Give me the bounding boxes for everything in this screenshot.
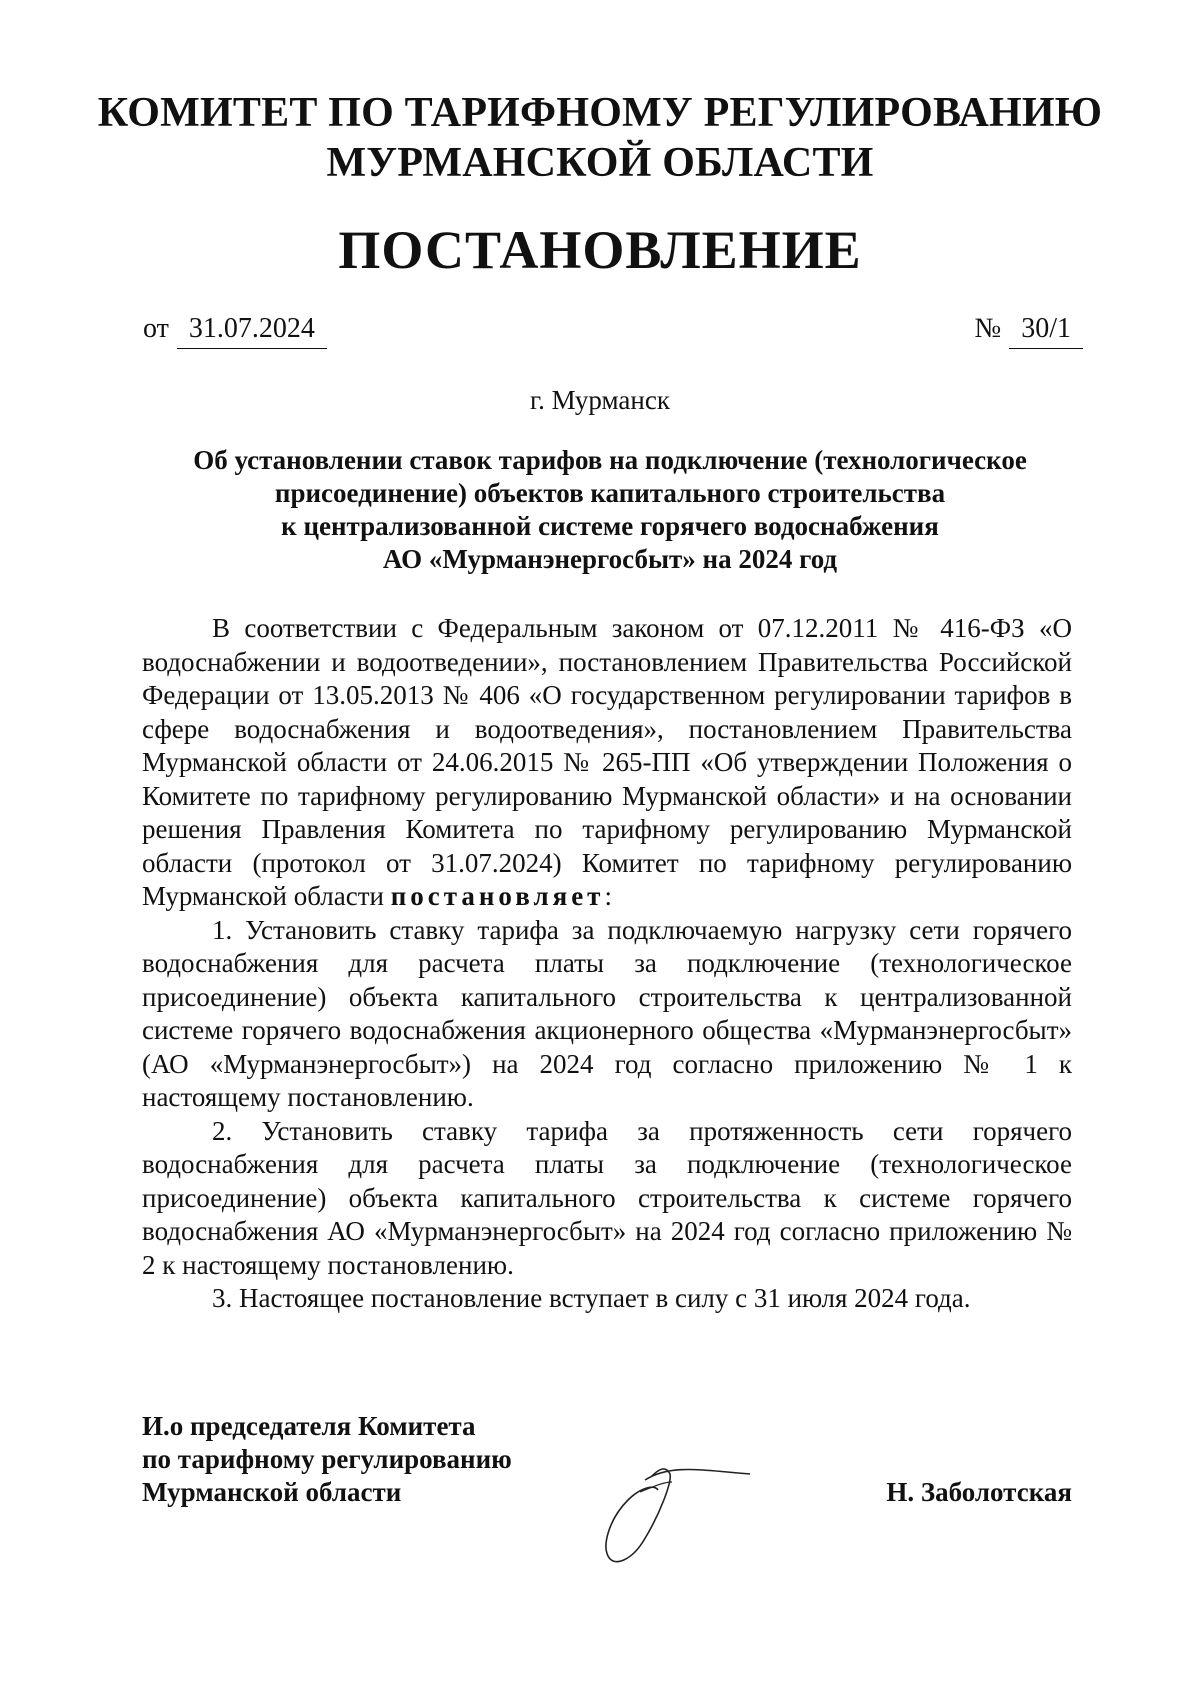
resolution-item-1: 1. Установить ставку тарифа за подключаемую нагрузку сети горячего водоснабжения для расчета платы за подключение (технологическое присоединение) объекта капитального строительства к централизованной системе горячего водоснабжения акционерного общества «Мурманэнергосбыт» (АО «Мурманэнергосбыт») на 2024 год согласно приложению № 1 к настоящему постановлению. (142, 914, 1072, 1112)
position-line: И.о председателя Комитета (142, 1411, 476, 1441)
resolves-word: постановляет (390, 881, 605, 911)
signatory-name: Н. Заболотская (886, 1477, 1072, 1507)
position-line: Мурманской области (142, 1477, 402, 1507)
issuer-line-1: КОМИТЕТ ПО ТАРИФНОМУ РЕГУЛИРОВАНИЮ (97, 90, 1103, 136)
document-body (142, 612, 1072, 1316)
preamble-text: В соответствии с Федеральным законом от 07.12.2011 № 416-ФЗ «О водоснабжении и водоотведении», постановлением Правительства Российской Федерации от 13.05.2013 № 406 «О государственном регулировании тарифов в сфере водоснабжения и водоотведения», постановлением Правительства Мурманской области от 24.06.2015 № 265-ПП «Об утверждении Положения о Комитете по тарифному регулированию Мурманской области» и на основании решения Правления Комитета по тарифному регулированию Мурманской области (протокол от 31.07.2024) Комитет по тарифному регулированию Мурманской области (142, 613, 1072, 911)
resolution-item-2: 2. Установить ставку тарифа за протяженность сети горячего водоснабжения для расчета платы за подключение (технологическое присоединение) объекта капитального строительства к системе горячего водоснабжения АО «Мурманэнергосбыт» на 2024 год согласно приложению № 2 к настоящему постановлению. (142, 1115, 1072, 1280)
preamble-paragraph (142, 612, 1072, 914)
title-line: присоединение) объектов капитального строительства (274, 478, 946, 508)
document-title (150, 444, 1070, 576)
number-value: 30/1 (1009, 312, 1083, 349)
date-value: 31.07.2024 (177, 312, 327, 349)
document-number (975, 312, 1084, 349)
number-prefix: № (974, 313, 1002, 344)
signatory-position (142, 1410, 512, 1509)
resolves-colon: : (604, 881, 612, 911)
city: г. Мурманск (530, 385, 670, 415)
document-type: ПОСТАНОВЛЕНИЕ (338, 220, 862, 280)
handwritten-signature (600, 1452, 770, 1572)
position-line: по тарифному регулированию (142, 1444, 512, 1474)
date-prefix: от (143, 313, 169, 344)
title-line: к централизованной системе горячего водоснабжения (281, 511, 939, 541)
resolution-item-3: 3. Настоящее постановление вступает в силу с 31 июля 2024 года. (212, 1283, 971, 1313)
document-date (143, 312, 327, 349)
title-line: Об установлении ставок тарифов на подключение (технологическое (193, 445, 1027, 475)
issuer-line-2: МУРМАНСКОЙ ОБЛАСТИ (326, 140, 874, 186)
title-line: АО «Мурманэнергосбыт» на 2024 год (382, 544, 838, 574)
